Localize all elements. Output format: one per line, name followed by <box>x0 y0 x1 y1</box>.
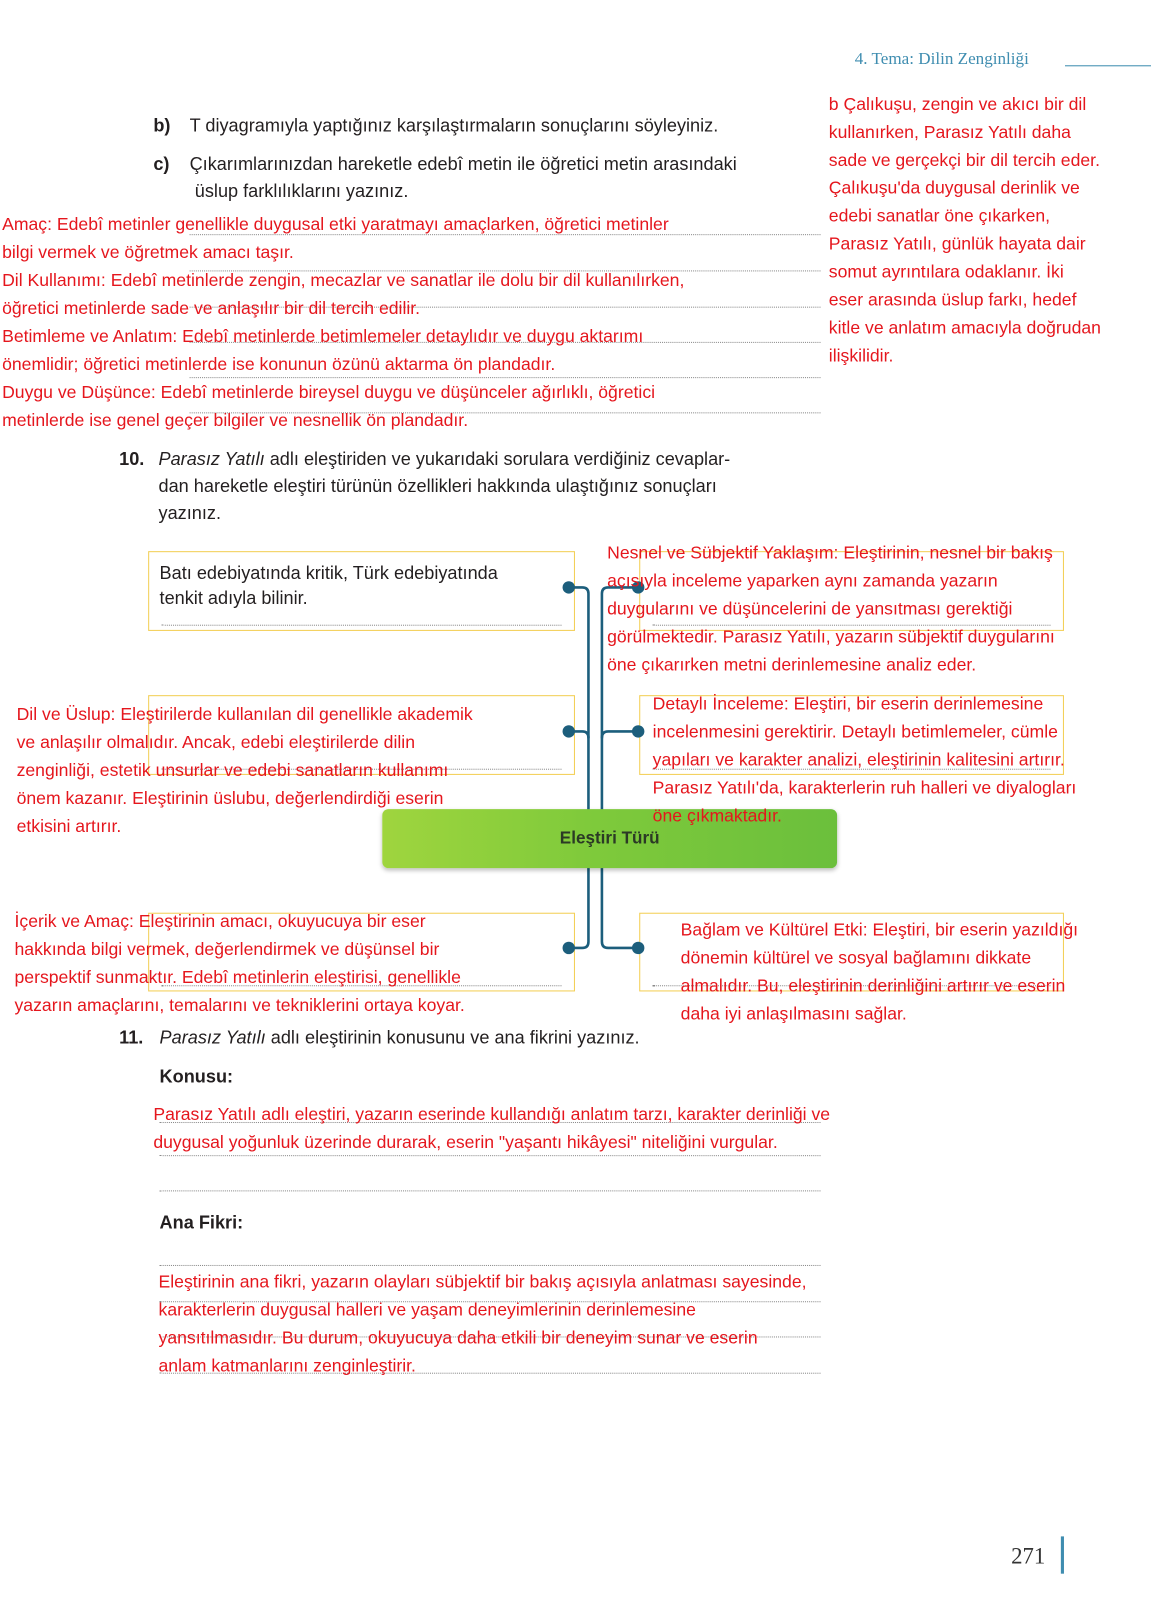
annotation-line: dönemin kültürel ve sosyal bağlamını dikkate <box>680 947 1032 968</box>
question-10-work-title: Parasız Yatılı <box>158 448 265 470</box>
annotation-line: öne çıkmaktadır. <box>652 806 782 826</box>
connector-dot <box>563 942 575 954</box>
annotation-line: Çalıkuşu'da duygusal derinlik ve <box>828 178 1080 198</box>
annotation-line: karakterlerin duygusal halleri ve yaşam deneyimlerinin derinlemesine <box>158 1300 696 1320</box>
annotation-line: Amaç: Edebî metinler genellikle duygusal etki yaratmayı amaçlarken, öğretici metinler <box>2 214 669 235</box>
annotation-line: Dil Kullanımı: Edebî metinlerde zengin, mecazlar ve sanatlar ile dolu bir dil kullanılırken, <box>2 270 685 291</box>
question-10-line-2: dan hareketle eleştiri türünün özellikleri hakkında ulaştığınız sonuçları <box>158 475 717 497</box>
question-9b-marker: b) <box>153 114 171 136</box>
annotation-line: İçerik ve Amaç: Eleştirinin amacı, okuyucuya bir eser <box>14 911 426 932</box>
annotation-line: kitle ve anlatım amacıyla doğrudan <box>828 318 1101 338</box>
page-header-title: 4. Tema: Dilin Zenginliği <box>854 48 1029 69</box>
annotation-line: öğretici metinlerde sade ve anlaşılır bir dil tercih edilir. <box>2 298 421 319</box>
annotation-line: anlam katmanlarını zenginleştirir. <box>158 1356 416 1376</box>
annotation-line: açısıyla inceleme yaparken aynı zamanda yazarın <box>607 570 998 591</box>
annotation-line: incelenmesini gerektirir. Detaylı betimlemeler, cümle <box>652 722 1058 742</box>
annotation-map-context <box>681 916 1078 1028</box>
annotation-line: duygularını ve düşüncelerini de yansıtması gerektiği <box>607 598 1013 619</box>
annotation-line: edebi sanatlar öne çıkarken, <box>828 206 1051 226</box>
annotation-line: daha iyi anlaşılmasını sağlar. <box>680 1003 907 1024</box>
annotation-answer-topic <box>153 1100 830 1156</box>
annotation-line: ilişkilidir. <box>828 346 894 366</box>
annotation-line: Duygu ve Düşünce: Edebî metinlerde bireysel duygu ve düşünceler ağırlıklı, öğretici <box>2 382 656 402</box>
main-idea-label: Ana Fikri: <box>159 1212 244 1233</box>
annotation-line: perspektif sunmaktır. Edebî metinlerin eleştirisi, genellikle <box>14 967 461 988</box>
annotation-line: önemlidir; öğretici metinlerde ise konunun özünü aktarma ön plandadır. <box>2 354 556 374</box>
question-9c-line-1: Çıkarımlarınızdan hareketle edebî metin ile öğretici metin arasındaki <box>189 153 737 175</box>
annotation-map-language <box>17 700 473 840</box>
connector-dot <box>563 581 575 593</box>
annotation-line: metinlerde ise genel geçer bilgiler ve nesnellik ön plandadır. <box>2 410 469 430</box>
mindmap-center-node: Eleştiri Türü <box>382 809 837 868</box>
annotation-line: zenginliği, estetik unsurlar ve edebi sanatların kullanımı <box>16 760 449 781</box>
question-10-line-3: yazınız. <box>158 502 221 524</box>
annotation-line: somut ayrıntılara odaklanır. İki <box>828 262 1064 282</box>
annotation-line: sade ve gerçekçi bir dil tercih eder. <box>828 150 1100 170</box>
annotation-line: yapıları ve karakter analizi, eleştirinin kalitesini artırır. <box>652 750 1065 770</box>
annotation-line: Parasız Yatılı, günlük hayata dair <box>828 234 1086 254</box>
connector-dot <box>632 725 644 737</box>
annotation-line: öne çıkarırken metni derinlemesine analiz eder. <box>607 654 977 675</box>
annotation-line: etkisini artırır. <box>16 816 122 837</box>
question-10-number: 10. <box>119 448 145 470</box>
question-11-number: 11. <box>119 1026 144 1048</box>
annotation-line: yazarın amaçlarını, temalarını ve tekniklerini ortaya koyar. <box>14 995 465 1016</box>
question-9b-text: T diyagramıyla yaptığınız karşılaştırmaların sonuçlarını söyleyiniz. <box>189 114 719 136</box>
annotation-line: Nesnel ve Sübjektif Yaklaşım: Eleştirinin, nesnel bir bakış <box>607 542 1053 563</box>
connector-dot <box>563 725 575 737</box>
connector-bottom-right <box>602 868 638 948</box>
annotation-line: önem kazanır. Eleştirinin üslubu, değerlendirdiği eserin <box>16 788 444 809</box>
annotation-answer-main-idea <box>159 1268 807 1380</box>
annotation-line: b Çalıkuşu, zengin ve akıcı bir dil <box>828 94 1087 114</box>
annotation-answer-c <box>2 210 684 434</box>
question-11-text-rest: adlı eleştirinin konusunu ve ana fikrini yazınız. <box>265 1026 640 1048</box>
annotation-line: Betimleme ve Anlatım: Edebî metinlerde betimlemeler detaylıdır ve duygu aktarımı <box>2 326 644 347</box>
annotation-line: Eleştirinin ana fikri, yazarın olayları sübjektif bir bakış açısıyla anlatması sayesinde, <box>158 1272 807 1292</box>
question-10-line-1-rest: adlı eleştiriden ve yukarıdaki sorulara verdiğiniz cevaplar- <box>264 448 731 470</box>
annotation-line: almalıdır. Bu, eleştirinin derinliğini artırır ve eserin <box>680 975 1066 996</box>
page-number: 271 <box>1011 1542 1046 1569</box>
annotation-answer-b <box>829 90 1101 370</box>
annotation-line: yansıtılmasıdır. Bu durum, okuyucuya daha etkili bir deneyim sunar ve eserin <box>158 1328 758 1348</box>
annotation-line: Detaylı İnceleme: Eleştiri, bir eserin derinlemesine <box>652 694 1044 714</box>
annotation-line: bilgi vermek ve öğretmek amacı taşır. <box>2 242 294 263</box>
annotation-line: eser arasında üslup farkı, hedef <box>828 290 1077 310</box>
annotation-line: hakkında bilgi vermek, değerlendirmek ve düşünsel bir <box>14 939 440 960</box>
annotation-map-objectivity <box>607 539 1055 679</box>
annotation-line: kullanırken, Parasız Yatılı daha <box>828 122 1071 142</box>
connector-top-left <box>569 587 589 809</box>
connector-bottom-left <box>569 868 589 948</box>
annotation-line: Parasız Yatılı'da, karakterlerin ruh halleri ve diyalogları <box>652 778 1077 798</box>
question-9c-line-2: üslup farklılıklarını yazınız. <box>194 180 409 201</box>
mindmap-given-line-1: Batı edebiyatında kritik, Türk edebiyatında <box>159 562 498 584</box>
annotation-line: Dil ve Üslup: Eleştirilerde kullanılan dil genellikle akademik <box>16 704 473 725</box>
mindmap-given-line-2: tenkit adıyla bilinir. <box>159 587 308 609</box>
annotation-line: Bağlam ve Kültürel Etki: Eleştiri, bir eserin yazıldığı <box>680 919 1079 940</box>
annotation-line: görülmektedir. Parasız Yatılı, yazarın sübjektif duygularını <box>607 626 1055 647</box>
question-11-work-title: Parasız Yatılı <box>159 1026 266 1048</box>
annotation-map-content <box>15 908 465 1020</box>
annotation-line: Parasız Yatılı adlı eleştiri, yazarın eserinde kullandığı anlatım tarzı, karakter derinliği ve <box>153 1104 831 1125</box>
connector-dot <box>632 942 644 954</box>
topic-label: Konusu: <box>159 1066 234 1087</box>
annotation-line: duygusal yoğunluk üzerinde durarak, eserin "yaşantı hikâyesi" niteliğini vurgular. <box>153 1132 778 1153</box>
annotation-line: ve anlaşılır olmalıdır. Ancak, edebi eleştirilerde dilin <box>16 732 416 753</box>
question-9c-marker: c) <box>153 153 170 175</box>
annotation-map-detail <box>653 690 1077 830</box>
